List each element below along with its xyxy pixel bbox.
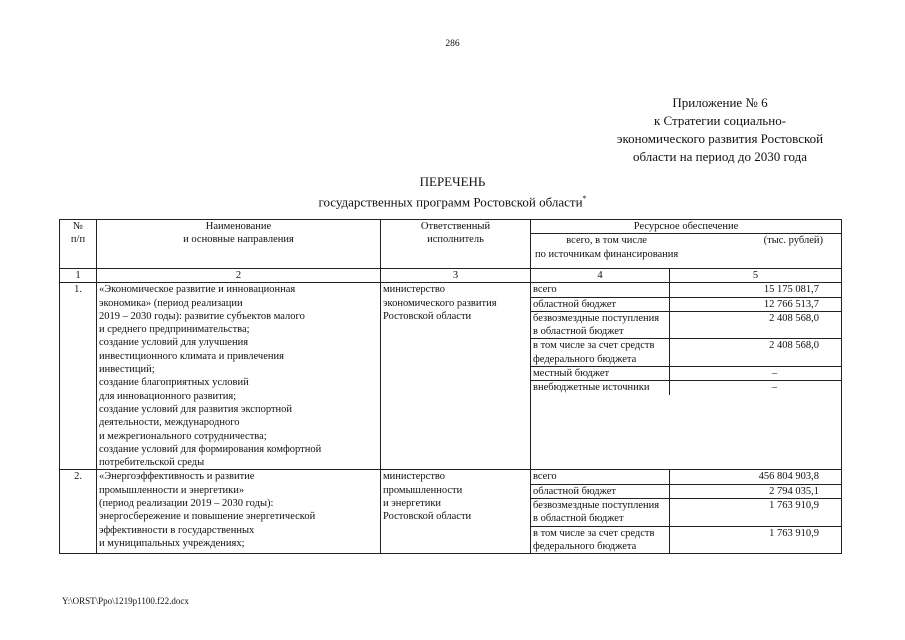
title-line-1: ПЕРЕЧЕНЬ [419, 174, 486, 189]
header-text: по источникам финансирования [535, 248, 679, 260]
executor-line: министерство [383, 284, 446, 296]
program-name-line: создание условий для формирования комфортной [99, 443, 322, 455]
executor-line: Ростовской области [383, 511, 472, 523]
program-name-line: создание благоприятных условий [99, 377, 249, 389]
program-name-line: инвестиций; [99, 364, 155, 376]
program-name-line: создание условий для улучшения [99, 337, 249, 349]
resource-source-line: всего [533, 471, 557, 483]
program-name-line: 2019 – 2030 годы): развитие субъектов малого [99, 310, 305, 322]
resource-source-line: безвозмездные поступления [533, 500, 660, 512]
resource-row [531, 283, 841, 297]
row-number: 2. [60, 470, 97, 554]
executor-line: министерство [383, 471, 446, 483]
appendix-line: области на период до 2030 года [633, 149, 807, 164]
table-row [60, 283, 842, 470]
resource-source-line: в областной бюджет [533, 513, 624, 525]
program-name-line: эффективности в государственных [99, 524, 255, 536]
resource-source-line: местный бюджет [533, 368, 610, 380]
resource-row [531, 381, 841, 395]
program-name-line: промышленности и энергетики» [99, 484, 245, 496]
resource-amount: 2 794 035,1 [670, 484, 842, 498]
resource-source [531, 470, 670, 484]
executor [381, 470, 531, 554]
col-number: 1 [60, 269, 97, 283]
resource-amount: 12 766 513,7 [670, 297, 842, 311]
title-text: государственных программ Ростовской области [318, 194, 583, 210]
appendix-line: к Стратегии социально- [653, 113, 787, 128]
appendix-line: Приложение № 6 [672, 95, 768, 110]
resource-source-line: внебюджетные источники [533, 382, 650, 394]
resource-source [531, 367, 670, 381]
executor-line: Ростовской области [383, 310, 472, 322]
column-number-row [60, 269, 842, 283]
header-text: Ответственный [420, 221, 491, 232]
resource-amount: 1 763 910,9 [670, 499, 842, 527]
resource-amount: 15 175 081,7 [670, 283, 842, 297]
header-name [97, 220, 381, 269]
program-name-line: для инновационного развития; [99, 390, 237, 402]
resource-row [531, 339, 841, 367]
header-text: исполнитель [427, 234, 484, 246]
resource-source-line: областной бюджет [533, 485, 616, 497]
row-number: 1. [60, 283, 97, 470]
header-text: и основные направления [183, 234, 294, 246]
header-text: всего, в том числе [566, 235, 647, 247]
executor [381, 283, 531, 470]
resource-amount: 1 763 910,9 [769, 527, 819, 539]
resource-source-line: федерального бюджета [533, 540, 637, 552]
resource-row [531, 470, 841, 484]
col-number-split [531, 269, 842, 283]
header-row [60, 220, 842, 269]
program-name-line: и среднего предпринимательства; [99, 324, 250, 336]
program-name-line: создание условий для развития экспортной [99, 403, 293, 415]
resource-source-line: областной бюджет [533, 298, 616, 310]
appendix-line: экономического развития Ростовской [616, 131, 824, 146]
title-line-2 [0, 190, 905, 210]
executor-line: промышленности [383, 484, 463, 496]
resource-source-line: всего [533, 284, 557, 296]
footnote-mark: * [582, 194, 587, 203]
resources-table [531, 470, 841, 553]
program-name-line: инвестиционного климата и привлечения [99, 350, 284, 362]
col-number: 3 [381, 269, 531, 283]
header-text: № [72, 221, 84, 232]
resource-source [531, 297, 670, 311]
header-text: Наименование [205, 221, 272, 232]
header-num [60, 220, 97, 269]
table-body [60, 283, 842, 554]
resource-amount: 2 408 568,0 [670, 339, 842, 367]
program-name [97, 283, 381, 470]
table-row [60, 470, 842, 554]
appendix-note [560, 94, 880, 166]
header-resources [531, 220, 842, 269]
program-name-line: энергосбережение и повышение энергетической [99, 511, 316, 523]
resource-source [531, 283, 670, 297]
program-name-line: потребительской среды [99, 457, 205, 469]
header-subtext-left [535, 234, 678, 261]
program-name-line: (период реализации 2019 – 2030 годы): [99, 498, 274, 510]
program-name-line: экономика» (период реализации [99, 297, 243, 309]
col-number: 2 [97, 269, 381, 283]
document-title [0, 173, 905, 210]
programs-table [59, 219, 842, 554]
resource-source-line: федерального бюджета [533, 353, 637, 365]
resource-source [531, 484, 670, 498]
program-name-line: деятельности, международного [99, 417, 240, 429]
resource-amount: – [670, 367, 842, 381]
col-number: 4 [531, 269, 670, 282]
header-subrow [531, 234, 841, 261]
resource-row [531, 499, 841, 527]
program-name-line: и межрегионального сотрудничества; [99, 430, 267, 442]
program-name-line: «Энергоэффективность и развитие [99, 471, 255, 483]
header-executor [381, 220, 531, 269]
header-text: Ресурсное обеспечение [531, 220, 841, 234]
resource-source-line: в том числе за счет средств [533, 527, 655, 539]
resource-row [531, 311, 841, 339]
file-path-footer: Y:\ORST\Ppo\1219p1100.f22.docx [62, 596, 189, 606]
resource-source [531, 339, 670, 367]
program-name-line: и муниципальных учреждениях; [99, 537, 245, 549]
resource-source-line: безвозмездные поступления [533, 312, 660, 324]
resource-amount: 2 408 568,0 [670, 311, 842, 339]
header-text: п/п [70, 234, 86, 246]
resources-table [531, 283, 841, 394]
program-name-line: «Экономическое развитие и инновационная [99, 284, 296, 296]
program-name [97, 470, 381, 554]
resource-amount: 456 804 903,8 [670, 470, 842, 484]
resource-row [531, 367, 841, 381]
resource-source [531, 381, 670, 395]
resource-source [531, 526, 670, 553]
resource-row [531, 484, 841, 498]
resource-source-line: в том числе за счет средств [533, 340, 655, 352]
page-number: 286 [445, 39, 460, 49]
resource-row [531, 526, 841, 553]
resources-cell [531, 470, 842, 554]
executor-line: экономического развития [383, 297, 497, 309]
header-subtext-right: (тыс. рублей) [763, 235, 823, 247]
resource-source [531, 499, 670, 527]
resource-source-line: в областной бюджет [533, 326, 624, 338]
resource-amount: – [771, 382, 778, 394]
resources-cell [531, 283, 842, 470]
resource-row [531, 297, 841, 311]
col-number: 5 [752, 270, 759, 281]
resource-source [531, 311, 670, 339]
executor-line: и энергетики [383, 498, 442, 510]
